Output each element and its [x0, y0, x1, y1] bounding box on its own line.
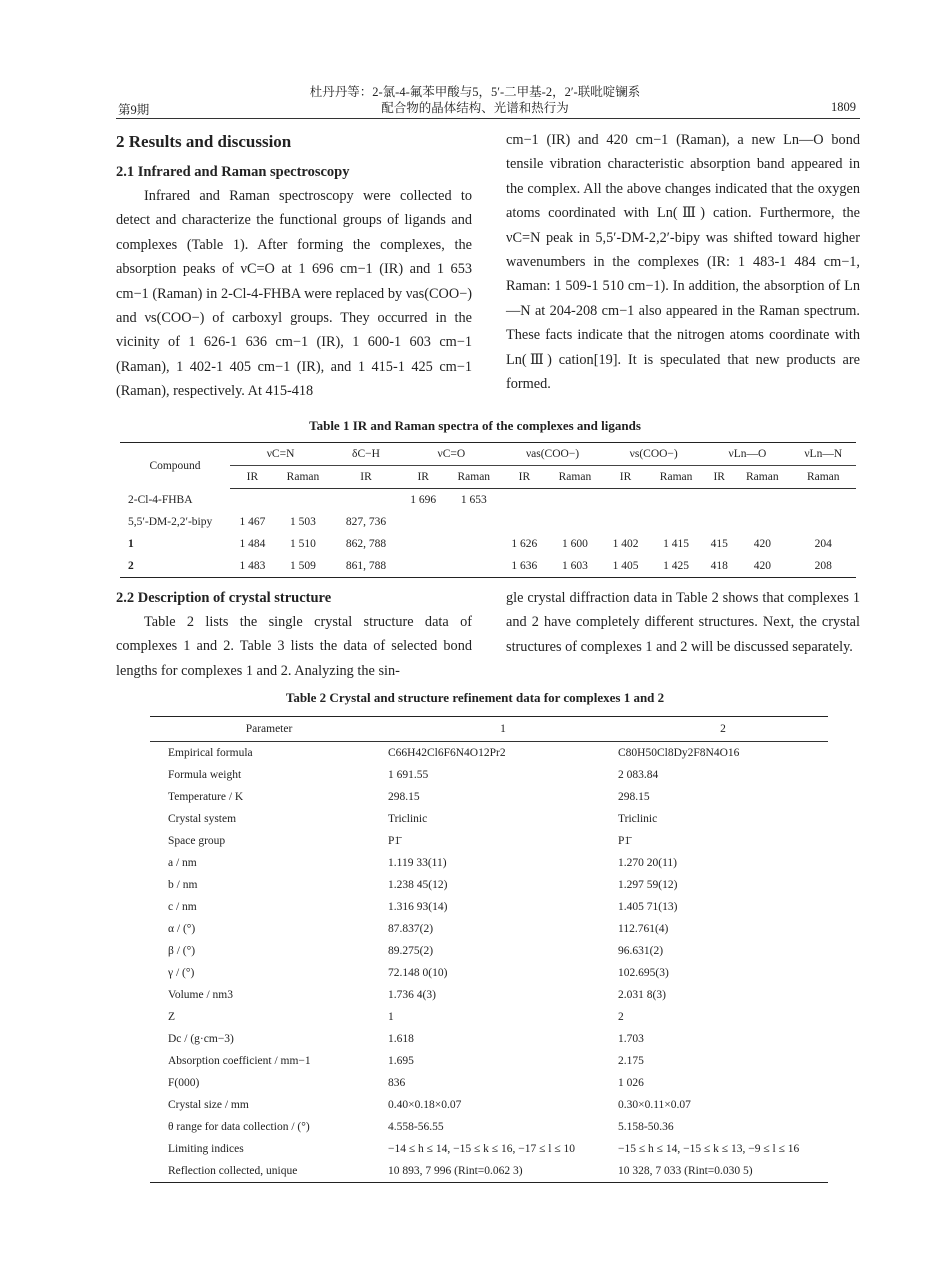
table1-value-cell: 420: [753, 538, 771, 550]
table2-value-cell: 102.695(3): [618, 967, 669, 979]
table2-parameter-cell: Crystal size / mm: [168, 1099, 249, 1111]
table2-parameter-cell: γ / (°): [168, 967, 195, 979]
table1-value-cell: 1 402: [612, 538, 639, 550]
table1-value-cell: [648, 511, 704, 533]
table1: [120, 442, 856, 578]
table2-value-cell: 0.30×0.11×0.07: [618, 1099, 691, 1111]
left-column-lower: [116, 586, 472, 683]
table1-value-cell: [603, 489, 648, 512]
table2-value-cell: 0.40×0.18×0.07: [388, 1099, 462, 1111]
table2-value-cell: 1: [388, 1011, 394, 1023]
table2-parameter-cell: a / nm: [168, 857, 197, 869]
table2-parameter-cell: Crystal system: [168, 813, 237, 825]
table-row: [150, 808, 828, 830]
table1-compound-cell: 2: [128, 560, 134, 572]
table1-value-cell: [547, 489, 603, 512]
journal-title-line2: 配合物的晶体结构、光谱和热行为: [381, 101, 569, 115]
table1-value-cell: 1 405: [612, 560, 639, 572]
table1-sub-header: Raman: [791, 466, 857, 489]
table1-sub-header: IR: [230, 466, 275, 489]
journal-title-line1: 杜丹丹等：2-氯-4-氟苯甲酸与5，5′-二甲基-2，2′-联吡啶镧系: [309, 85, 641, 99]
table1-value-cell: 1 510: [290, 538, 316, 550]
table2-parameter-cell: c / nm: [168, 901, 197, 913]
table1-value-cell: 420: [753, 560, 771, 572]
right-column-lower: [506, 586, 860, 659]
subsection-title-2-1: 2.1 Infrared and Raman spectroscopy: [116, 164, 350, 180]
table1-value-cell: 1 696: [410, 494, 437, 506]
table2-parameter-cell: Limiting indices: [168, 1143, 244, 1155]
table1-sub-header: IR: [502, 466, 547, 489]
table2-value-cell: 96.631(2): [618, 945, 664, 957]
table1-value-cell: 1 503: [290, 516, 316, 528]
table2-value-cell: 2.031 8(3): [618, 989, 666, 1001]
table2-value-cell: 87.837(2): [388, 923, 434, 935]
table1-value-cell: 1 653: [460, 494, 487, 506]
table2-value-cell: C66H42Cl6F6N4O12Pr2: [388, 747, 506, 759]
table1-value-cell: 208: [814, 560, 832, 572]
table2-parameter-cell: Dc / (g·cm−3): [168, 1033, 234, 1045]
table2-value-cell: 1.695: [388, 1055, 414, 1067]
table1-value-cell: [446, 533, 502, 555]
table2-value-cell: −14 ≤ h ≤ 14, −15 ≤ k ≤ 16, −17 ≤ l ≤ 10: [388, 1143, 576, 1155]
table2-value-cell: 1.119 33(11): [388, 857, 447, 869]
table1-value-cell: [547, 511, 603, 533]
table1-value-cell: 1 509: [290, 560, 316, 572]
table2-value-cell: 836: [388, 1077, 406, 1089]
table1-value-cell: 1 467: [239, 516, 266, 528]
table2-value-cell: 4.558-56.55: [388, 1121, 444, 1133]
table2-value-cell: P1̄: [388, 835, 401, 847]
table1-group-header: νC=N: [230, 443, 331, 466]
table-row: [150, 786, 828, 808]
table1-value-cell: 1 603: [562, 560, 588, 572]
table2-value-cell: Triclinic: [618, 813, 658, 825]
table2-value-cell: 112.761(4): [618, 923, 669, 935]
table2-value-cell: P1̄: [618, 835, 631, 847]
table2-value-cell: 1.405 71(13): [618, 901, 678, 913]
table1-value-cell: [704, 511, 734, 533]
table1-value-cell: 1 483: [239, 560, 266, 572]
paragraph-crystal: Table 2 lists the single crystal structure data of complexes 1 and 2. Table 3 lists the data of selected bond lengths for complexes 1 and 2. Analyzing the sin-: [116, 614, 472, 679]
table1-value-cell: [791, 511, 857, 533]
table-row: [150, 1094, 828, 1116]
table2-value-cell: 298.15: [388, 791, 420, 803]
table-row: [150, 1006, 828, 1028]
page-number: 1809: [831, 100, 856, 114]
table-row: [120, 533, 856, 555]
table1-value-cell: [401, 555, 446, 578]
table1-value-cell: [791, 489, 857, 512]
table2-value-cell: 1.736 4(3): [388, 989, 436, 1001]
paragraph-ir-raman: Infrared and Raman spectroscopy were collected to detect and characterize the functional groups of ligands and complexes (Table 1). After forming the complexes, the absorption peaks of νC=O at 1 696 cm−1 (IR) and 1 653 cm−1 (Raman) in 2-Cl-4-FHBA were replaced by νas(COO−) and νs(COO−) of carboxyl groups. They occurred in the vicinity of 1 626-1 636 cm−1 (IR), 1 600-1 603 cm−1 (Raman), 1 402-1 405 cm−1 (IR), and 1 415-1 425 cm−1 (Raman), respectively. At 415-418: [116, 188, 472, 400]
table2-parameter-cell: α / (°): [168, 923, 196, 935]
table2-parameter-cell: Absorption coefficient / mm−1: [168, 1055, 311, 1067]
right-column-upper: [506, 128, 860, 396]
table1-sub-header: Raman: [648, 466, 704, 489]
table2-parameter-cell: Reflection collected, unique: [168, 1165, 298, 1177]
table1-value-cell: [401, 533, 446, 555]
table2-parameter-cell: Volume / nm3: [168, 989, 233, 1001]
table-row: [150, 1028, 828, 1050]
table2-value-cell: −15 ≤ h ≤ 14, −15 ≤ k ≤ 13, −9 ≤ l ≤ 16: [618, 1143, 800, 1155]
table1-group-header: νs(COO−): [603, 443, 704, 466]
table2-value-cell: 1.703: [618, 1033, 644, 1045]
table1-value-cell: 1 626: [511, 538, 538, 550]
table1-value-cell: 418: [710, 560, 728, 572]
table1-value-cell: 415: [710, 538, 728, 550]
table2-value-cell: 10 893, 7 996 (Rint=0.062 3): [388, 1165, 523, 1177]
table1-value-cell: 1 484: [239, 538, 266, 550]
table1-group-header: νLn—O: [704, 443, 790, 466]
table1-compound-cell: 1: [128, 538, 134, 550]
table1-value-cell: 1 636: [511, 560, 538, 572]
header-rule: [116, 118, 860, 119]
section-title: 2 Results and discussion: [116, 132, 292, 151]
table-row: [150, 918, 828, 940]
table-row: [150, 1138, 828, 1160]
table-row: [150, 940, 828, 962]
table2-value-cell: 298.15: [618, 791, 650, 803]
table-row: [150, 962, 828, 984]
table2-value-cell: 1.618: [388, 1033, 414, 1045]
table2-parameter-cell: Formula weight: [168, 769, 242, 781]
table-row: [150, 1160, 828, 1183]
table2-value-cell: 2.175: [618, 1055, 644, 1067]
table1-value-cell: 204: [814, 538, 832, 550]
subsection-title-2-2: 2.2 Description of crystal structure: [116, 590, 332, 606]
table1-sub-header: IR: [603, 466, 648, 489]
table1-sub-header: Raman: [446, 466, 502, 489]
table1-value-cell: [446, 511, 502, 533]
table1-sub-header: IR: [331, 466, 401, 489]
table2-caption: Table 2 Crystal and structure refinement data for complexes 1 and 2: [285, 690, 665, 705]
table2-header-complex2: 2: [618, 717, 828, 742]
paragraph-ir-raman-continued: cm−1 (IR) and 420 cm−1 (Raman), a new Ln—O bond tensile vibration characteristic absorption band appeared in the complex. All the above changes indicated that the oxygen atoms coordinated with Ln(Ⅲ) cation. Furthermore, the νC=N peak in 5,5′-DM-2,2′-bipy was shifted toward higher wavenumbers in the complexes (IR: 1 483-1 484 cm−1, Raman: 1 509-1 510 cm−1). In addition, the absorption of Ln—N at 204-208 cm−1 also appeared in the Raman spectrum. These facts indicate that the nitrogen atoms coordinate with Ln(Ⅲ) cation[19]. It is speculated that new products are formed.: [506, 132, 860, 393]
table-row: [150, 742, 828, 765]
table-row: [120, 489, 856, 512]
table1-value-cell: [502, 511, 547, 533]
table1-value-cell: 861, 788: [345, 560, 387, 572]
table1-value-cell: 1 415: [663, 538, 690, 550]
table2-parameter-cell: Temperature / K: [168, 791, 244, 803]
table1-caption: Table 1 IR and Raman spectra of the complexes and ligands: [309, 418, 641, 433]
table1-value-cell: [446, 555, 502, 578]
table1-sub-header: IR: [704, 466, 734, 489]
table2-value-cell: Triclinic: [388, 813, 428, 825]
table-row: [150, 764, 828, 786]
table1-sub-header: IR: [401, 466, 446, 489]
table2-parameter-cell: Empirical formula: [168, 747, 253, 759]
table1-compound-cell: 5,5′-DM-2,2′-bipy: [128, 516, 213, 528]
table-row: [150, 1116, 828, 1138]
table-row: [150, 830, 828, 852]
table1-value-cell: [704, 489, 734, 512]
paragraph-crystal-continued: gle crystal diffraction data in Table 2 shows that complexes 1 and 2 have completely different structures. Next, the crystal structures of complexes 1 and 2 will be discussed separately.: [506, 590, 860, 655]
table-row: [150, 874, 828, 896]
table2-parameter-cell: β / (°): [168, 945, 196, 957]
table1-group-header: νC=O: [401, 443, 502, 466]
table2-value-cell: 89.275(2): [388, 945, 434, 957]
table1-sub-header: Raman: [275, 466, 331, 489]
table2-value-cell: 1 026: [618, 1077, 644, 1089]
table2-value-cell: 2 083.84: [618, 769, 659, 781]
table2-value-cell: 72.148 0(10): [388, 967, 448, 979]
table1-group-header: νas(COO−): [502, 443, 603, 466]
table1-compound-header: Compound: [149, 459, 201, 472]
table2: [150, 716, 828, 1183]
table2-parameter-cell: b / nm: [168, 879, 198, 891]
table1-value-cell: [734, 511, 790, 533]
issue-label: 第9期: [118, 103, 150, 117]
table-row: [150, 896, 828, 918]
table2-value-cell: 1.238 45(12): [388, 879, 448, 891]
table2-value-cell: 1.297 59(12): [618, 879, 678, 891]
table2-parameter-cell: Z: [168, 1011, 176, 1023]
table-row: [120, 555, 856, 578]
table1-value-cell: 1 425: [663, 560, 690, 572]
table2-header-parameter: Parameter: [150, 717, 388, 742]
table2-parameter-cell: Space group: [168, 835, 226, 847]
table1-value-cell: [230, 489, 275, 512]
left-column-upper: [116, 128, 472, 404]
table1-sub-header: Raman: [734, 466, 790, 489]
table1-value-cell: 827, 736: [345, 516, 387, 528]
table2-value-cell: 1 691.55: [388, 769, 429, 781]
table1-value-cell: [603, 511, 648, 533]
table2-value-cell: 5.158-50.36: [618, 1121, 674, 1133]
table1-compound-cell: 2-Cl-4-FHBA: [128, 493, 193, 506]
table-row: [150, 984, 828, 1006]
table1-value-cell: 1 600: [562, 538, 588, 550]
table-row: [150, 1050, 828, 1072]
table2-value-cell: 1.270 20(11): [618, 857, 677, 869]
table1-sub-header: Raman: [547, 466, 603, 489]
table2-header-complex1: 1: [388, 717, 618, 742]
table1-group-header: νLn—N: [791, 443, 857, 466]
table2-parameter-cell: F(000): [168, 1077, 200, 1089]
table1-value-cell: [401, 511, 446, 533]
table1-value-cell: 862, 788: [345, 538, 387, 550]
table-row: [120, 511, 856, 533]
table1-value-cell: [734, 489, 790, 512]
table1-value-cell: [648, 489, 704, 512]
table2-value-cell: C80H50Cl8Dy2F8N4O16: [618, 747, 740, 759]
table1-value-cell: [331, 489, 401, 512]
table1-group-header: δC−H: [331, 443, 401, 466]
table1-value-cell: [502, 489, 547, 512]
table-row: [150, 852, 828, 874]
table2-parameter-cell: θ range for data collection / (°): [168, 1121, 310, 1133]
table2-value-cell: 10 328, 7 033 (Rint=0.030 5): [618, 1165, 753, 1177]
table2-value-cell: 2: [618, 1011, 624, 1023]
table1-value-cell: [275, 489, 331, 512]
table2-value-cell: 1.316 93(14): [388, 901, 448, 913]
table-row: [150, 1072, 828, 1094]
